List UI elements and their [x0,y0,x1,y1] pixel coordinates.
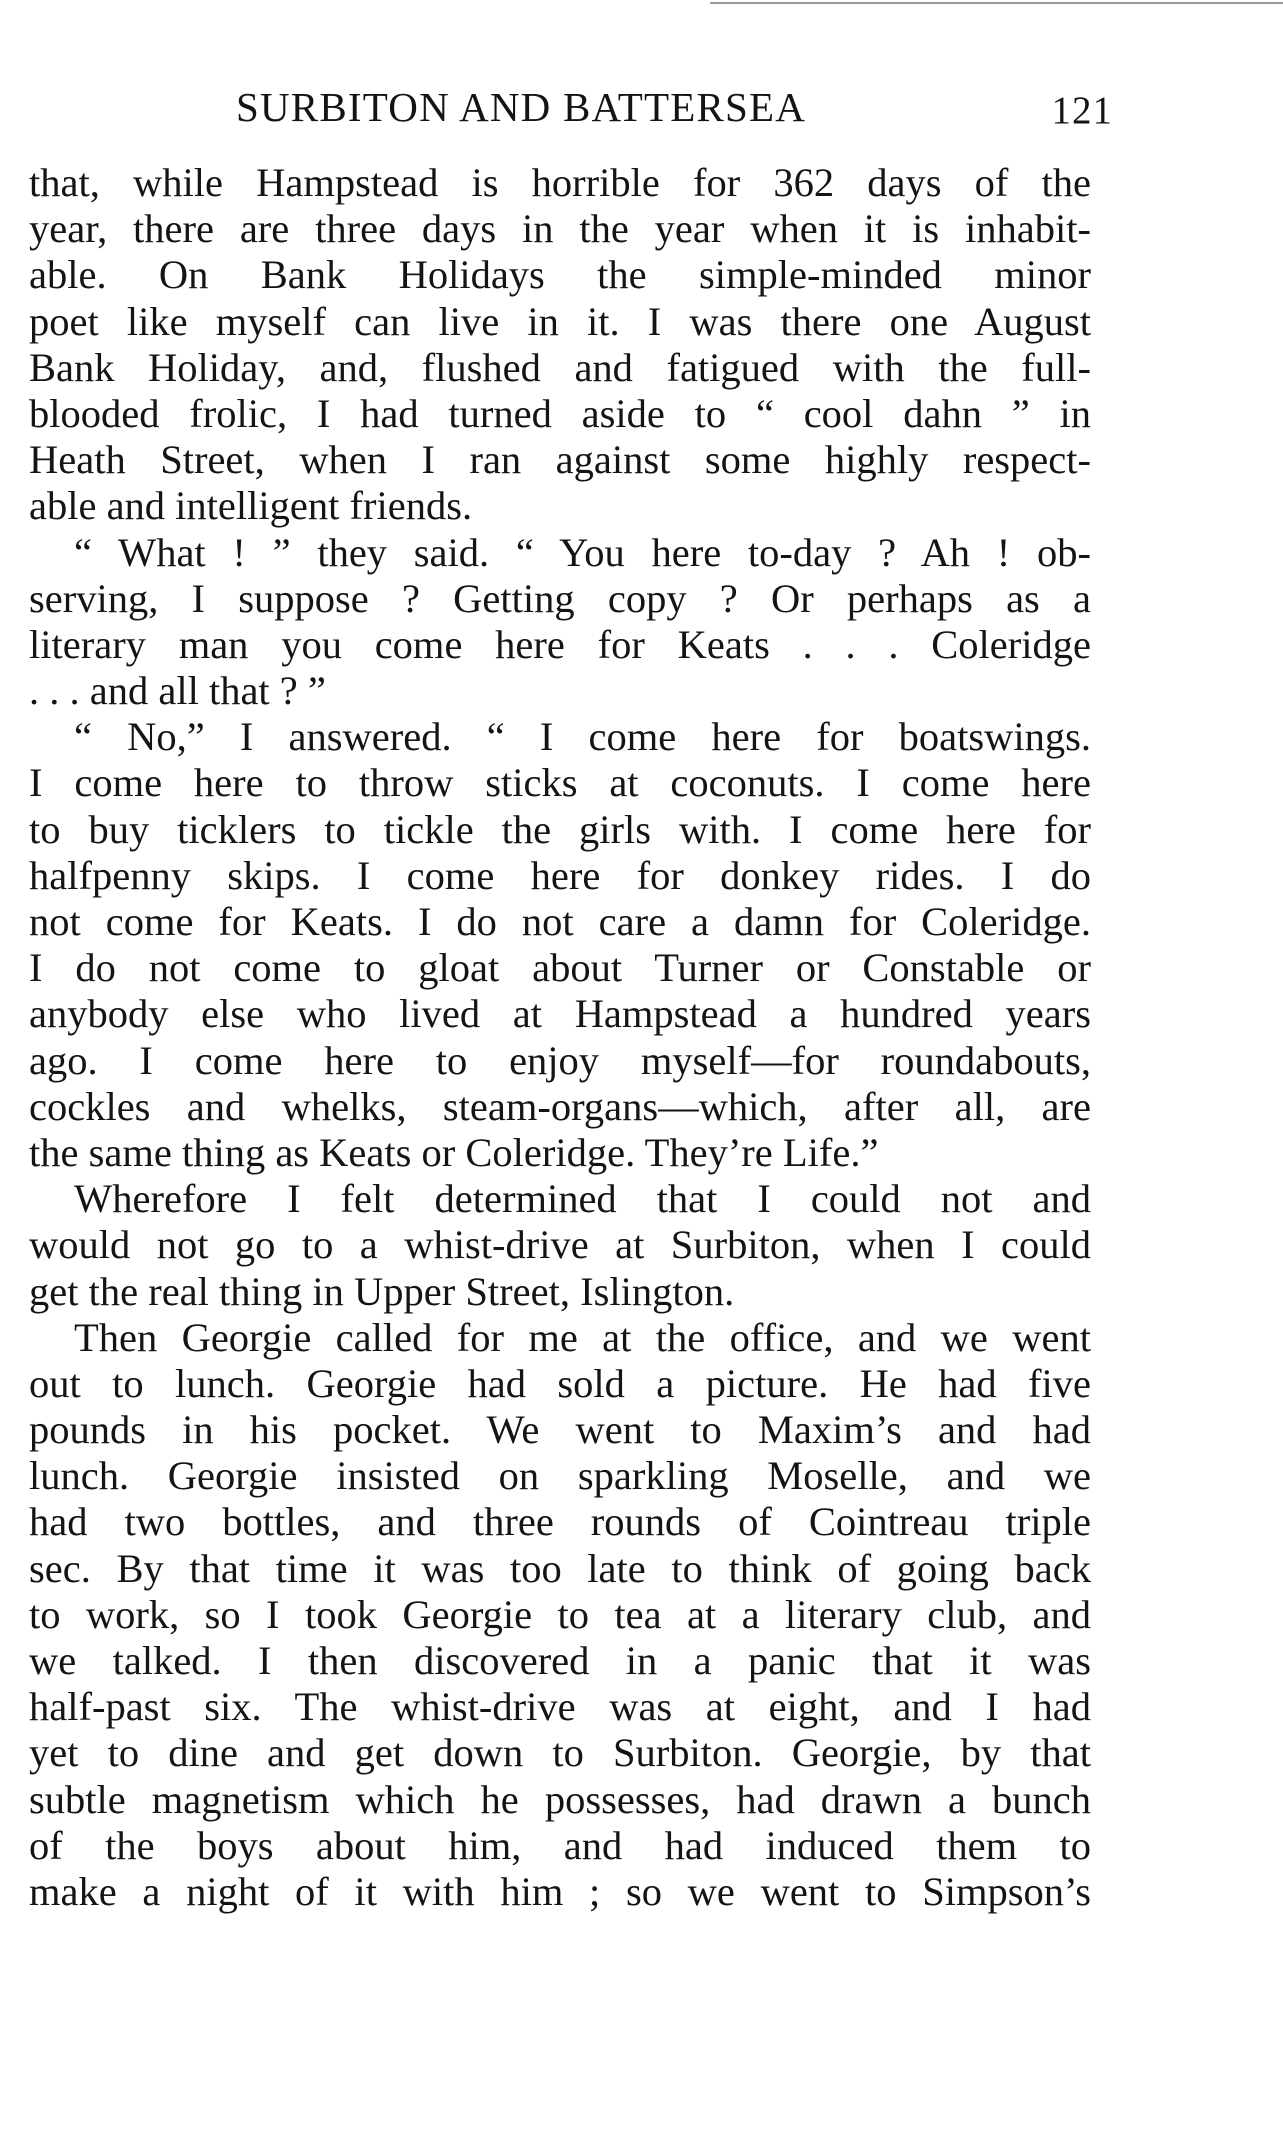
text-line: I come here to throw sticks at coconuts. I come here [29,760,1091,806]
text-line: Bank Holiday, and, flushed and fatigued with the full- [29,344,1091,390]
text-line: Wherefore I felt determined that I could not and [74,1176,1091,1222]
text-line: subtle magnetism which he possesses, had drawn a bunch [29,1776,1091,1822]
text-line: lunch. Georgie insisted on sparkling Moselle, and we [29,1453,1091,1499]
text-line: we talked. I then discovered in a panic that it was [29,1638,1091,1683]
text-line: would not go to a whist-drive at Surbiton, when I could [29,1222,1091,1268]
text-line: that, while Hampstead is horrible for 362 days of the [29,160,1091,205]
text-line: . . . and all that ? ” [29,668,326,714]
text-line: literary man you come here for Keats . . . Coleridge [29,621,1091,667]
text-line: “ No,” I answered. “ I come here for boatswings. [74,714,1091,760]
page-number: 121 [1051,89,1113,132]
text-line: ago. I come here to enjoy myself—for roundabouts, [29,1037,1091,1083]
text-line: half-past six. The whist-drive was at eight, and I had [29,1684,1091,1730]
text-line: halfpenny skips. I come here for donkey rides. I do [29,852,1091,898]
text-line: year, there are three days in the year when it is inhabit- [29,206,1091,252]
text-line: pounds in his pocket. We went to Maxim’s and had [29,1407,1091,1453]
text-line: I do not come to gloat about Turner or Constable or [29,945,1091,991]
text-line: yet to dine and get down to Surbiton. Georgie, by that [29,1730,1091,1776]
text-line: anybody else who lived at Hampstead a hundred years [29,991,1091,1037]
text-line: sec. By that time it was too late to think of going back [29,1545,1091,1591]
text-line: Heath Street, when I ran against some highly respect- [29,437,1091,483]
text-line: to buy ticklers to tickle the girls with. I come here for [29,806,1091,852]
text-line: of the boys about him, and had induced them to [29,1822,1091,1868]
text-line: get the real thing in Upper Street, Islington. [29,1268,735,1314]
text-line: serving, I suppose ? Getting copy ? Or perhaps as a [29,575,1091,621]
text-line: had two bottles, and three rounds of Cointreau triple [29,1499,1091,1545]
text-line: blooded frolic, I had turned aside to “ cool dahn ” in [29,390,1091,436]
text-line: to work, so I took Georgie to tea at a literary club, and [29,1591,1091,1637]
text-line: make a night of it with him ; so we went to Simpson’s [29,1868,1091,1914]
body-text [29,160,1091,1915]
text-line: the same thing as Keats or Coleridge. They’re Life.” [29,1129,879,1175]
text-line: out to lunch. Georgie had sold a picture. He had five [29,1360,1091,1406]
text-line: Then Georgie called for me at the office, and we went [74,1314,1091,1360]
text-line: able and intelligent friends. [29,483,473,529]
text-line: “ What ! ” they said. “ You here to-day ? Ah ! ob- [74,529,1091,575]
top-edge-rule [710,2,1283,4]
running-head: SURBITON AND BATTERSEA [236,84,807,130]
text-line: poet like myself can live in it. I was there one August [29,298,1091,344]
text-line: able. On Bank Holidays the simple-minded minor [29,252,1091,298]
text-line: not come for Keats. I do not care a damn for Coleridge. [29,899,1091,944]
text-line: cockles and whelks, steam-organs—which, after all, are [29,1083,1091,1129]
